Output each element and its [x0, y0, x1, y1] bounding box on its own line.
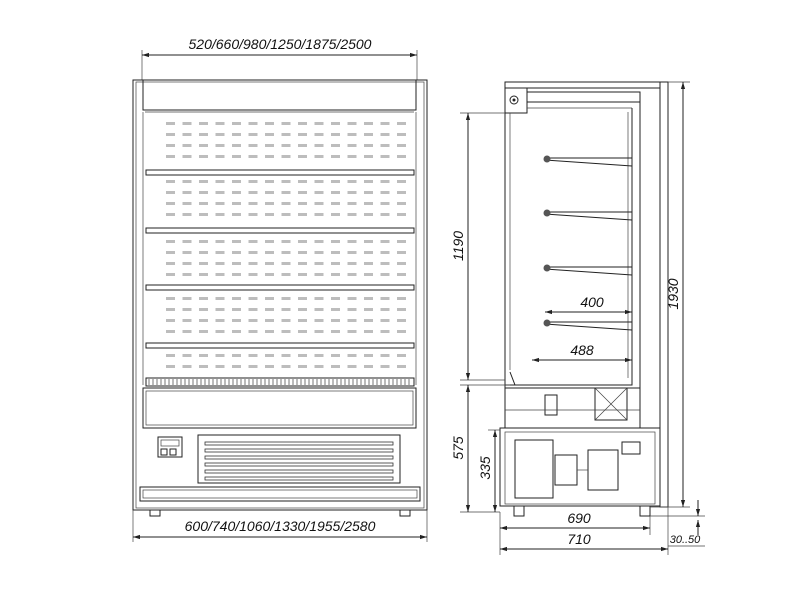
air-return-grille: [149, 379, 409, 385]
depth-inner-label: 690: [567, 510, 591, 526]
front-view: [133, 36, 427, 542]
side-foot-rear: [640, 506, 650, 516]
side-foot-front: [514, 506, 524, 516]
compressor: [588, 450, 618, 490]
front-foot-left: [150, 510, 160, 516]
front-bottom-width-label: 600/740/1060/1330/1955/2580: [184, 518, 376, 534]
feet-adjust-label: 30..50: [669, 534, 701, 546]
side-view: [450, 82, 705, 555]
depth-total-label: 710: [567, 531, 591, 547]
height-base-label: 575: [450, 436, 466, 460]
back-panel-perforation: [166, 122, 406, 368]
shelf-depth-top-label: 400: [580, 294, 604, 310]
front-top-width-label: 520/660/980/1250/1875/2500: [188, 36, 372, 52]
height-total-label: 1930: [665, 278, 681, 310]
height-upper-label: 1190: [450, 230, 466, 262]
front-foot-right: [400, 510, 410, 516]
height-compressor-label: 335: [477, 456, 493, 480]
shelf-depth-bottom-label: 488: [570, 342, 594, 358]
